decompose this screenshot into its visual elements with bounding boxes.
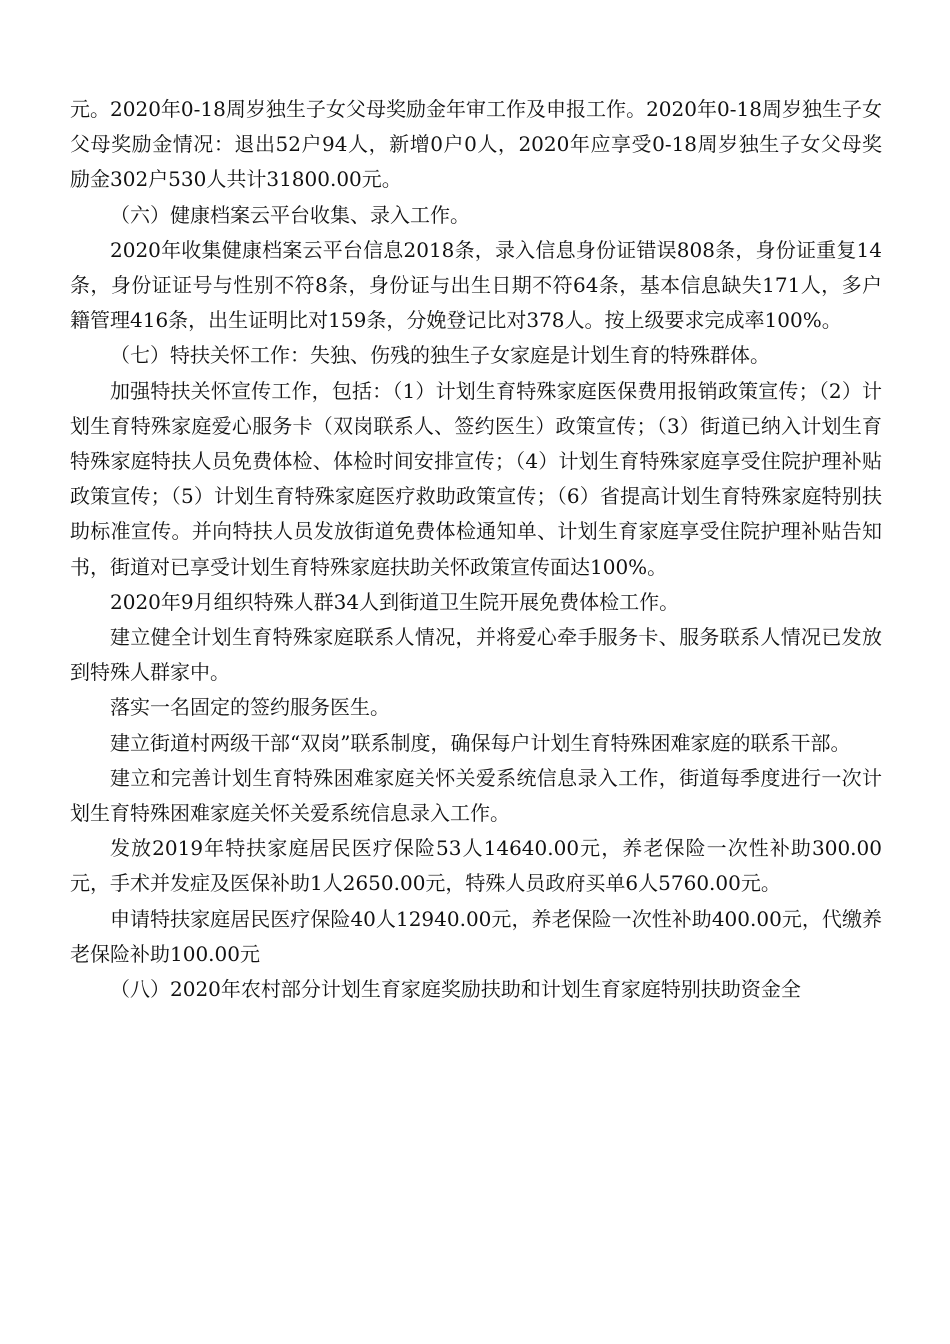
paragraph-2019-payments: 发放2019年特扶家庭居民医疗保险53人14640.00元，养老保险一次性补助300.00元，手术并发症及医保补助1人2650.00元，特殊人员政府买单6人5760.00元。 <box>70 836 882 896</box>
paragraph-checkup: 2020年9月组织特殊人群34人到街道卫生院开展免费体检工作。 <box>110 589 680 614</box>
section-heading-8: （八）2020年农村部分计划生育家庭奖励扶助和计划生育家庭特别扶助资金全 <box>110 977 801 1002</box>
section-heading-6: （六）健康档案云平台收集、录入工作。 <box>110 202 470 227</box>
paragraph-continuation: 元。2020年0-18周岁独生子女父母奖励金年审工作及申报工作。2020年0-18周岁独生子女父母奖励金情况：退出52户94人，新增0户0人，2020年应享受0-18周岁独生子女父母奖励金302户530人共计31800.00元。 <box>70 97 882 192</box>
paragraph-contacts: 建立健全计划生育特殊家庭联系人情况，并将爱心牵手服务卡、服务联系人情况已发放到特殊人群家中。 <box>70 625 882 685</box>
paragraph-system-entry: 建立和完善计划生育特殊困难家庭关怀关爱系统信息录入工作，街道每季度进行一次计划生育特殊困难家庭关怀关爱系统信息录入工作。 <box>70 765 882 826</box>
paragraph-doctor: 落实一名固定的签约服务医生。 <box>110 695 390 720</box>
section-heading-7: （七）特扶关怀工作：失独、伤残的独生子女家庭是计划生育的特殊群体。 <box>110 343 770 368</box>
paragraph-health-records: 2020年收集健康档案云平台信息2018条，录入信息身份证错误808条，身份证重复14条，身份证证号与性别不符8条，身份证与出生日期不符64条，基本信息缺失171人，多户籍管理416条，出生证明比对159条，分娩登记比对378人。按上级要求完成率100%。 <box>70 237 882 333</box>
paragraph-publicity: 加强特扶关怀宣传工作，包括：（1）计划生育特殊家庭医保费用报销政策宣传；（2）计划生育特殊家庭爱心服务卡（双岗联系人、签约医生）政策宣传；（3）街道已纳入计划生育特殊家庭特扶人员免费体检、体检时间安排宣传；（4）计划生育特殊家庭享受住院护理补贴政策宣传；（5）计划生育特殊家庭医疗救助政策宣传；（6）省提高计划生育特殊家庭特别扶助标准宣传。并向特扶人员发放街道免费体检通知单、计划生育家庭享受住院护理补贴告知书，街道对已享受计划生育特殊家庭扶助关怀政策宣传面达100%。 <box>70 378 882 579</box>
paragraph-applications: 申请特扶家庭居民医疗保险40人12940.00元，养老保险一次性补助400.00元，代缴养老保险补助100.00元 <box>70 906 882 966</box>
paragraph-double-post: 建立街道村两级干部“双岗”联系制度，确保每户计划生育特殊困难家庭的联系干部。 <box>110 730 851 755</box>
document-page <box>70 92 882 1007</box>
